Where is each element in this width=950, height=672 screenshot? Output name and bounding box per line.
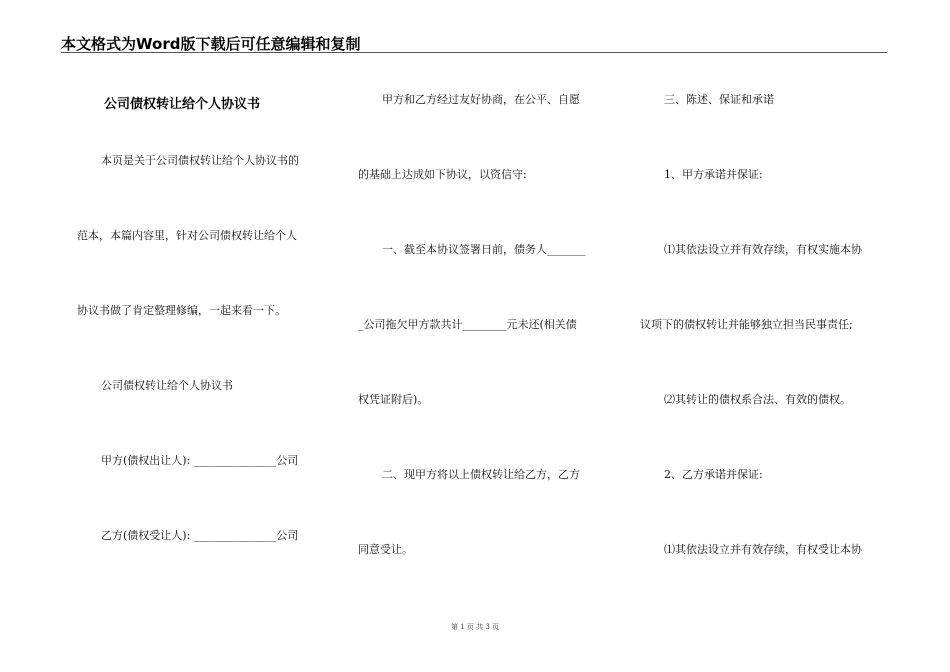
paragraph-line: 甲方和乙方经过友好协商，在公平、自愿 <box>382 93 580 106</box>
clause-line: 一、截至本协议签署日前，债务人_______ <box>382 243 586 256</box>
clause-line: ⑵其转让的债权系合法、有效的债权。 <box>664 393 851 406</box>
header-divider <box>61 52 887 53</box>
paragraph-line: 的基础上达成如下协议，以资信守: <box>358 168 527 181</box>
clause-line: ⑴其依法设立并有效存续，有权受让本协 <box>664 543 862 556</box>
page-number: 第 1 页 共 3 页 <box>450 623 500 631</box>
clause-line: 权凭证附后)。 <box>358 393 429 406</box>
clause-line: 1、甲方承诺并保证: <box>664 168 763 181</box>
document-title: 公司债权转让给个人协议书 <box>104 97 261 112</box>
clause-line: 同意受让。 <box>358 543 413 556</box>
paragraph-line: 公司债权转让给个人协议书 <box>101 379 233 392</box>
clause-line: 二、现甲方将以上债权转让给乙方，乙方 <box>382 468 580 481</box>
party-b-line: 乙方(债权受让人): _______________公司 <box>101 529 299 542</box>
paragraph-line: 本页是关于公司债权转让给个人协议书的 <box>101 154 299 167</box>
paragraph-line: 范本，本篇内容里，针对公司债权转让给个人 <box>77 229 297 242</box>
party-a-line: 甲方(债权出让人): _______________公司 <box>101 454 299 467</box>
section-heading: 三、陈述、保证和承诺 <box>664 93 774 106</box>
clause-line: 2、乙方承诺并保证: <box>664 468 763 481</box>
clause-line: _公司拖欠甲方款共计________元未还(相关债 <box>358 318 577 331</box>
paragraph-line: 协议书做了肯定整理修编，一起来看一下。 <box>77 304 286 317</box>
clause-line: 议项下的债权转让并能够独立担当民事责任; <box>640 318 853 331</box>
document-header: 本文格式为Word版下载后可任意编辑和复制 <box>61 35 361 53</box>
clause-line: ⑴其依法设立并有效存续，有权实施本协 <box>664 243 862 256</box>
